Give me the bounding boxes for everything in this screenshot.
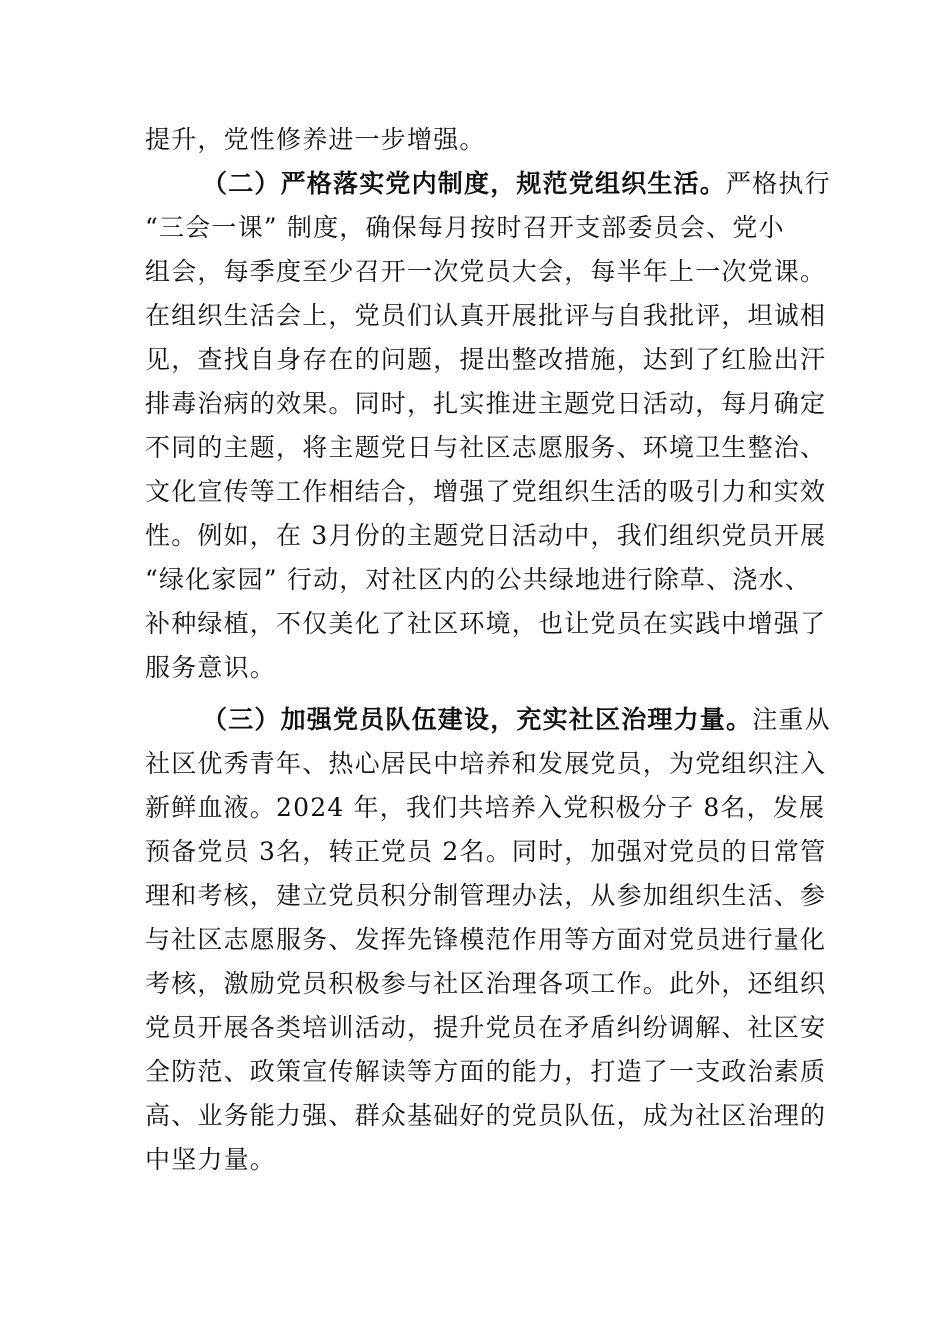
section-heading: （三）加强党员队伍建设，充实社区治理力量。 — [202, 705, 753, 734]
section-heading: （二）严格落实党内制度，规范党组织生活。 — [202, 169, 727, 198]
text-line: 性。例如，在 3月份的主题党日活动中，我们组织党员开展 — [145, 521, 827, 550]
section-heading-line: （三）加强党员队伍建设，充实社区治理力量。注重从 — [202, 705, 831, 734]
text-line: 党员开展各类培训活动，提升党员在矛盾纠纷调解、社区安 — [145, 1013, 827, 1042]
text-line: 高、业务能力强、群众基础好的党员队伍，成为社区治理的 — [145, 1101, 827, 1130]
text-line: 全防范、政策宣传解读等方面的能力，打造了一支政治素质 — [145, 1057, 827, 1086]
text-line: 组会，每季度至少召开一次党员大会，每半年上一次党课。 — [145, 257, 827, 286]
text-line: 理和考核，建立党员积分制管理办法，从参加组织生活、参 — [145, 881, 827, 910]
text-line: 补种绿植，不仅美化了社区环境，也让党员在实践中增强了 — [145, 609, 827, 638]
text-line: 提升，党性修养进一步增强。 — [145, 125, 486, 154]
text-line: “绿化家园” 行动，对社区内的公共绿地进行除草、浇水、 — [145, 565, 811, 594]
text-line: 新鲜血液。2024 年，我们共培养入党积极分子 8名，发展 — [145, 793, 826, 822]
text-line: 见，查找自身存在的问题，提出整改措施，达到了红脸出汗 — [145, 345, 827, 374]
text-line: 社区优秀青年、热心居民中培养和发展党员，为党组织注入 — [145, 749, 827, 778]
text-line: 服务意识。 — [145, 653, 277, 682]
text-line: 排毒治病的效果。同时，扎实推进主题党日活动，每月确定 — [145, 389, 827, 418]
text-line: “三会一课” 制度，确保每月按时召开支部委员会、党小 — [145, 213, 785, 242]
text-line: 与社区志愿服务、发挥先锋模范作用等方面对党员进行量化 — [145, 925, 827, 954]
section-heading-line: （二）严格落实党内制度，规范党组织生活。严格执行 — [202, 169, 831, 198]
text-line: 考核，激励党员积极参与社区治理各项工作。此外，还组织 — [145, 969, 827, 998]
text-line: 中坚力量。 — [145, 1145, 277, 1174]
text-line: 在组织生活会上，党员们认真开展批评与自我批评，坦诚相 — [145, 301, 827, 330]
text-line: 文化宣传等工作相结合，增强了党组织生活的吸引力和实效 — [145, 477, 827, 506]
text-line: 不同的主题，将主题党日与社区志愿服务、环境卫生整治、 — [145, 433, 827, 462]
text-line: 预备党员 3名，转正党员 2名。同时，加强对党员的日常管 — [145, 837, 827, 866]
